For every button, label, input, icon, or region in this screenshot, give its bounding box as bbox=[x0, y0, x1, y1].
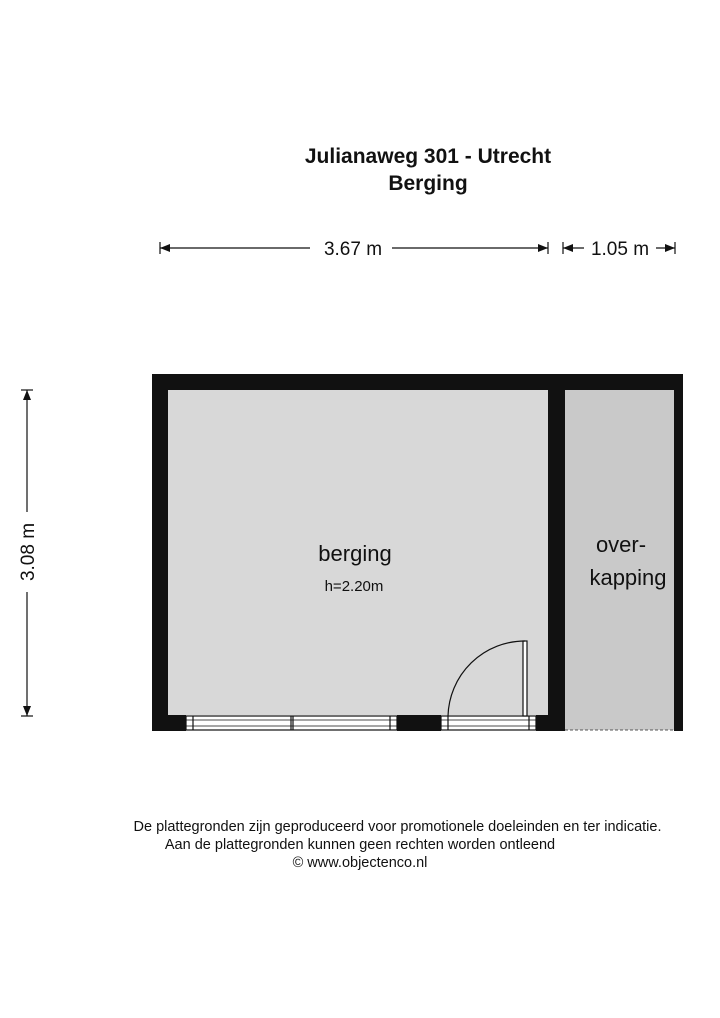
window bbox=[186, 716, 397, 730]
wall-top bbox=[152, 374, 683, 390]
wall-middle bbox=[548, 374, 565, 731]
room-label-overkapping-line1: over- bbox=[595, 532, 647, 557]
overkapping-floor bbox=[565, 389, 674, 730]
room-height-berging: h=2.20m bbox=[324, 578, 384, 595]
dimension-width-overkapping bbox=[563, 239, 675, 260]
dimension-width-berging bbox=[160, 239, 548, 260]
wall-bottom-left bbox=[152, 715, 186, 731]
dimension-label-width-overkapping: 1.05 m bbox=[590, 239, 650, 260]
wall-bottom-right bbox=[536, 715, 565, 731]
disclaimer-line-1: De plattegronden zijn geproduceerd voor promotionele doeleinden en ter indicatie. bbox=[133, 819, 662, 835]
door-leaf bbox=[523, 641, 527, 716]
room-label-overkapping-line2: kapping bbox=[589, 565, 667, 590]
wall-bottom-middle bbox=[397, 715, 441, 731]
plan-title: Julianaweg 301 - Utrecht bbox=[304, 145, 552, 168]
wall-left bbox=[152, 374, 168, 731]
disclaimer-line-2: Aan de plattegronden kunnen geen rechten worden ontleend bbox=[164, 837, 556, 853]
dimension-label-depth: 3.08 m bbox=[18, 522, 39, 582]
disclaimer bbox=[0, 818, 720, 872]
room-label-berging: berging bbox=[318, 541, 392, 566]
wall-right bbox=[674, 374, 683, 731]
dimension-label-width-berging: 3.67 m bbox=[323, 239, 383, 260]
plan-subtitle: Berging bbox=[388, 172, 468, 195]
copyright-line: © www.objectenco.nl bbox=[292, 855, 428, 871]
dimension-depth bbox=[18, 390, 39, 716]
